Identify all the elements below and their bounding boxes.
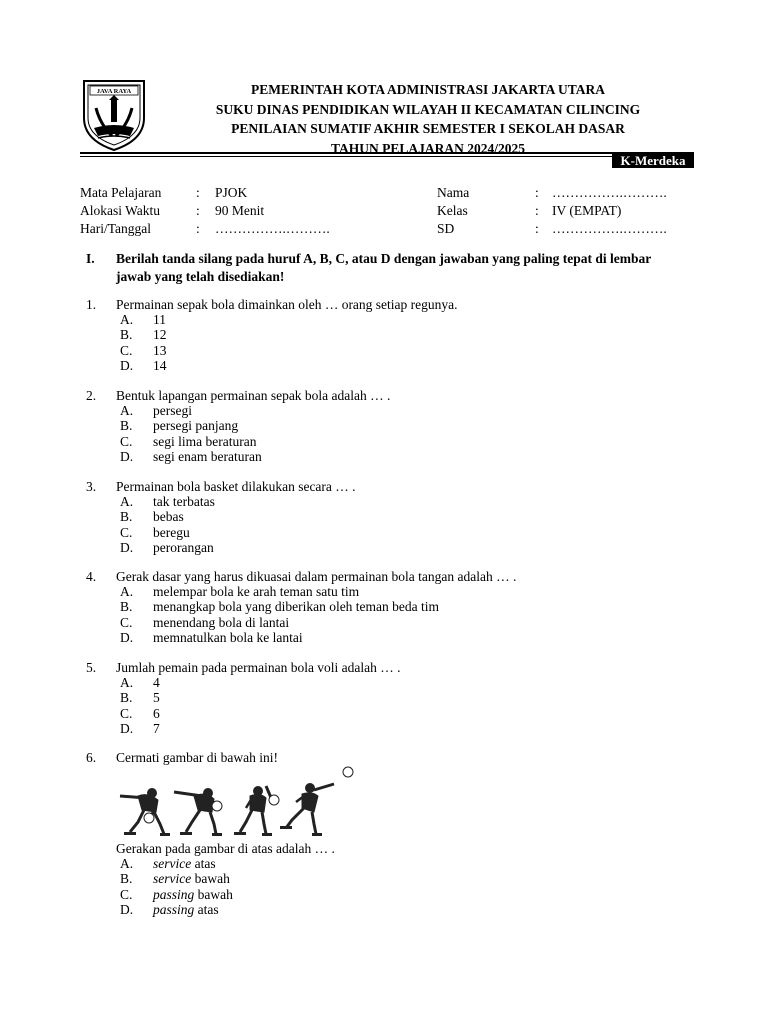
option-letter: C. <box>120 342 133 358</box>
volleyball-serve-sequence-icon <box>116 766 358 838</box>
option-text: bebas <box>153 509 184 525</box>
label-kelas: Kelas <box>437 203 468 218</box>
option-rest: atas <box>194 901 219 917</box>
colon: : <box>196 221 200 236</box>
option-letter: C. <box>120 886 133 902</box>
question-followup-text: Gerakan pada gambar di atas adalah … . <box>116 841 335 856</box>
question-number: 6. <box>86 750 97 765</box>
option-letter: B. <box>120 690 133 706</box>
option-term: service <box>153 871 192 887</box>
option-letter: A. <box>120 494 134 510</box>
letterhead-line: SUKU DINAS PENDIDIKAN WILAYAH II KECAMATAN CILINCING <box>215 101 641 117</box>
option-letter: A. <box>120 584 134 600</box>
question-number: 4. <box>86 569 97 584</box>
option-text: 5 <box>153 690 160 706</box>
value-kelas: IV (EMPAT) <box>552 203 622 218</box>
option-text: 4 <box>153 675 160 691</box>
option-text: menendang bola di lantai <box>153 614 290 630</box>
option-text: 12 <box>153 327 167 343</box>
option-letter: D. <box>120 539 134 555</box>
question-number: 1. <box>86 297 97 312</box>
colon: : <box>535 185 539 200</box>
colon: : <box>196 185 200 200</box>
option-letter: D. <box>120 720 134 736</box>
question-text: Permainan sepak bola dimainkan oleh … orang setiap regunya. <box>116 297 458 312</box>
logo-motto: JAVA RAYA <box>96 88 132 95</box>
option-letter: B. <box>120 509 133 525</box>
option-rest: atas <box>191 856 216 872</box>
option-text: memnatulkan bola ke lantai <box>153 629 303 645</box>
instruction-text: Berilah tanda silang pada huruf A, B, C, atau D dengan jawaban yang paling tepat di lembar jawab yang telah disediakan! <box>116 251 651 284</box>
label-sd: SD <box>437 221 455 236</box>
colon: : <box>535 221 539 236</box>
question-number: 5. <box>86 660 97 675</box>
label-nama: Nama <box>437 185 470 200</box>
label-alokasi-waktu: Alokasi Waktu <box>80 203 161 218</box>
option-text: persegi panjang <box>153 418 239 434</box>
section-number: I. <box>86 251 95 266</box>
option-letter: A. <box>120 403 134 419</box>
value-mata-pelajaran: PJOK <box>215 185 248 200</box>
option-letter: B. <box>120 327 133 343</box>
colon: : <box>535 203 539 218</box>
value-hari-tanggal: …………….………. <box>215 221 330 236</box>
option-text: persegi <box>153 403 192 419</box>
option-text: segi lima beraturan <box>153 433 257 449</box>
question-text: Permainan bola basket dilakukan secara … . <box>116 479 356 494</box>
letterhead-line: PENILAIAN SUMATIF AKHIR SEMESTER I SEKOLAH DASAR <box>231 121 625 136</box>
option-text: segi enam beraturan <box>153 448 262 464</box>
dki-jakarta-emblem-icon <box>80 78 148 152</box>
option-text: 6 <box>153 705 160 721</box>
option-text: 7 <box>153 720 160 736</box>
option-text: melempar bola ke arah teman satu tim <box>153 584 360 600</box>
option-term: passing <box>153 886 195 902</box>
header-rule <box>80 152 694 154</box>
option-letter: A. <box>120 675 134 691</box>
option-text: tak terbatas <box>153 494 215 510</box>
option-text: beregu <box>153 524 190 540</box>
option-text: perorangan <box>153 539 214 555</box>
value-nama: …………….………. <box>552 185 667 200</box>
option-letter: C. <box>120 705 133 721</box>
option-letter: A. <box>120 856 134 872</box>
letterhead-line: PEMERINTAH KOTA ADMINISTRASI JAKARTA UTARA <box>250 82 606 97</box>
option-text: 14 <box>153 357 167 373</box>
option-text <box>153 856 216 871</box>
question-text: Cermati gambar di bawah ini! <box>116 750 278 765</box>
option-text: menangkap bola yang diberikan oleh teman beda tim <box>153 599 440 615</box>
option-letter: C. <box>120 524 133 540</box>
option-text <box>153 871 230 886</box>
option-letter: B. <box>120 418 133 434</box>
question-text: Jumlah pemain pada permainan bola voli adalah … . <box>116 660 401 675</box>
colon: : <box>196 203 200 218</box>
option-term: passing <box>153 901 195 917</box>
option-text: 11 <box>153 312 166 328</box>
option-letter: D. <box>120 357 134 373</box>
label-mata-pelajaran: Mata Pelajaran <box>80 185 162 200</box>
option-rest: bawah <box>191 871 230 887</box>
option-term: service <box>153 856 192 872</box>
question-number: 3. <box>86 479 97 494</box>
option-letter: D. <box>120 901 134 917</box>
value-alokasi-waktu: 90 Menit <box>215 203 265 218</box>
option-letter: B. <box>120 871 133 887</box>
question-number: 2. <box>86 388 97 403</box>
option-letter: D. <box>120 448 134 464</box>
curriculum-badge: K-Merdeka <box>612 153 694 168</box>
value-sd: …………….………. <box>552 221 667 236</box>
header-rule-thin <box>80 156 694 157</box>
option-text: 13 <box>153 342 167 358</box>
letterhead-line: TAHUN PELAJARAN 2024/2025 <box>330 140 525 156</box>
label-hari-tanggal: Hari/Tanggal <box>80 221 152 236</box>
option-text <box>153 887 233 902</box>
option-letter: D. <box>120 629 134 645</box>
letterhead <box>158 80 698 158</box>
option-rest: bawah <box>194 886 233 902</box>
option-letter: C. <box>120 614 133 630</box>
option-letter: C. <box>120 433 133 449</box>
option-letter: B. <box>120 599 133 615</box>
option-letter: A. <box>120 312 134 328</box>
question-text: Bentuk lapangan permainan sepak bola adalah … . <box>116 388 391 403</box>
option-text <box>153 902 219 917</box>
question-text: Gerak dasar yang harus dikuasai dalam permainan bola tangan adalah … . <box>116 569 517 584</box>
